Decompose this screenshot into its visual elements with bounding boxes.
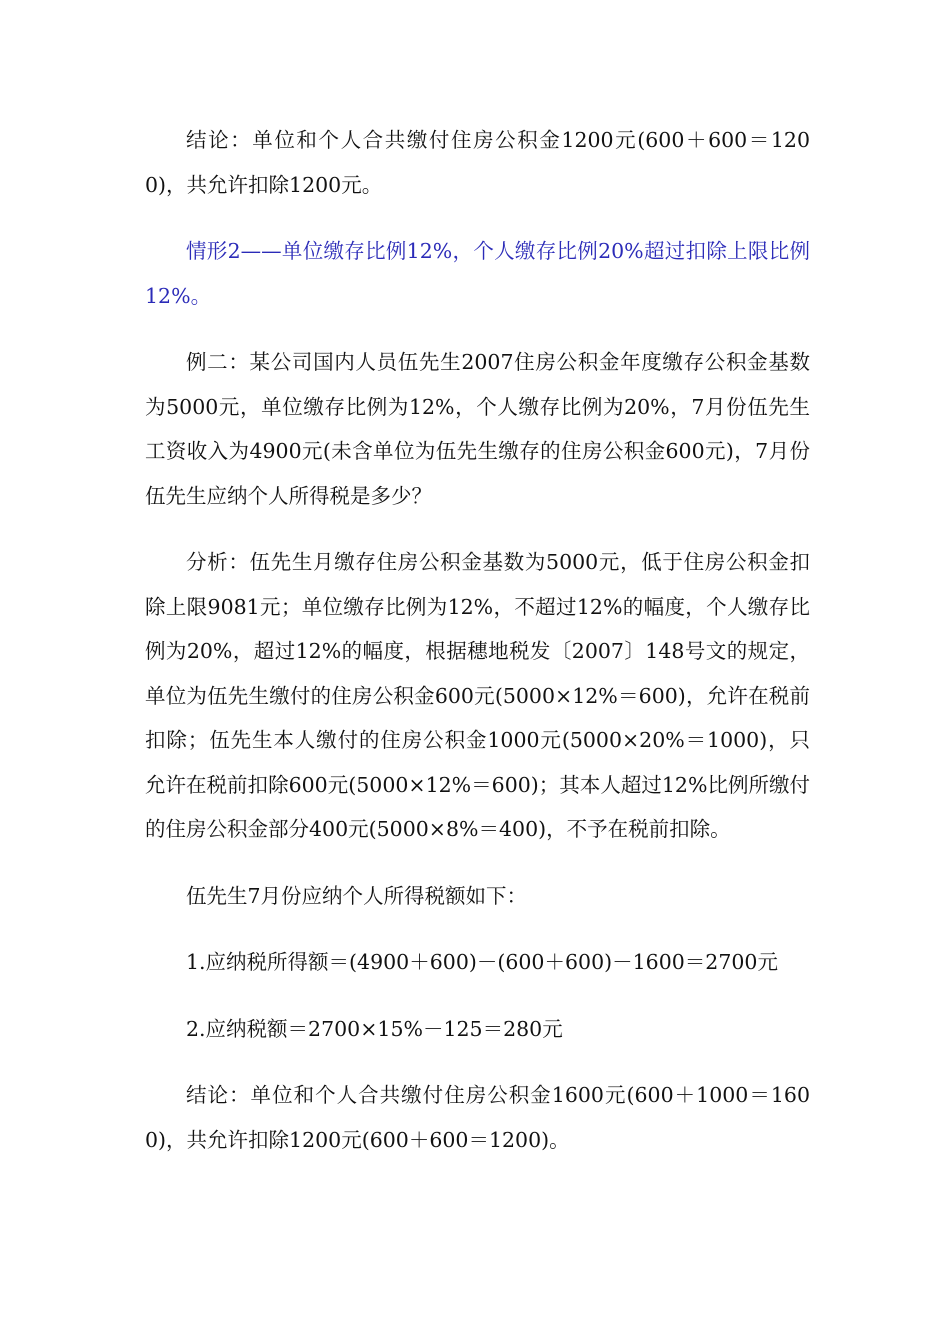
conclusion-paragraph-1: 结论：单位和个人合共缴付住房公积金1200元(600＋600＝1200)，共允许扣除1200元。 bbox=[145, 128, 810, 197]
document-page bbox=[145, 118, 810, 1184]
calculation-step-1: 1.应纳税所得额＝(4900＋600)－(600＋600)－1600＝2700元 bbox=[186, 950, 778, 974]
calculation-step-2: 2.应纳税额＝2700×15%－125＝280元 bbox=[186, 1016, 563, 1041]
analysis-paragraph: 分析：伍先生月缴存住房公积金基数为5000元，低于住房公积金扣除上限9081元；单位缴存比例为12%，不超过12%的幅度，个人缴存比例为20%，超过12%的幅度，根据穗地税发〔2007〕148号文的规定，单位为伍先生缴付的住房公积金600元(5000×12%＝600)，允许在税前扣除；伍先生本人缴付的住房公积金1000元(5000×20%＝1000)，只允许在税前扣除600元(5000×12%＝600)；其本人超过12%比例所缴付的住房公积金部分400元(5000×8%＝400)，不予在税前扣除。 bbox=[145, 550, 810, 841]
tax-intro-paragraph: 伍先生7月份应纳个人所得税额如下： bbox=[186, 883, 528, 908]
case-2-heading: 情形2——单位缴存比例12%，个人缴存比例20%超过扣除上限比例12%。 bbox=[145, 239, 810, 308]
example-2-paragraph: 例二：某公司国内人员伍先生2007住房公积金年度缴存公积金基数为5000元，单位缴存比例为12%，个人缴存比例为20%，7月份伍先生工资收入为4900元(未含单位为伍先生缴存的住房公积金600元)，7月份伍先生应纳个人所得税是多少？ bbox=[145, 350, 810, 508]
conclusion-paragraph-2: 结论：单位和个人合共缴付住房公积金1600元(600＋1000＝1600)，共允许扣除1200元(600＋600＝1200)。 bbox=[145, 1083, 810, 1152]
